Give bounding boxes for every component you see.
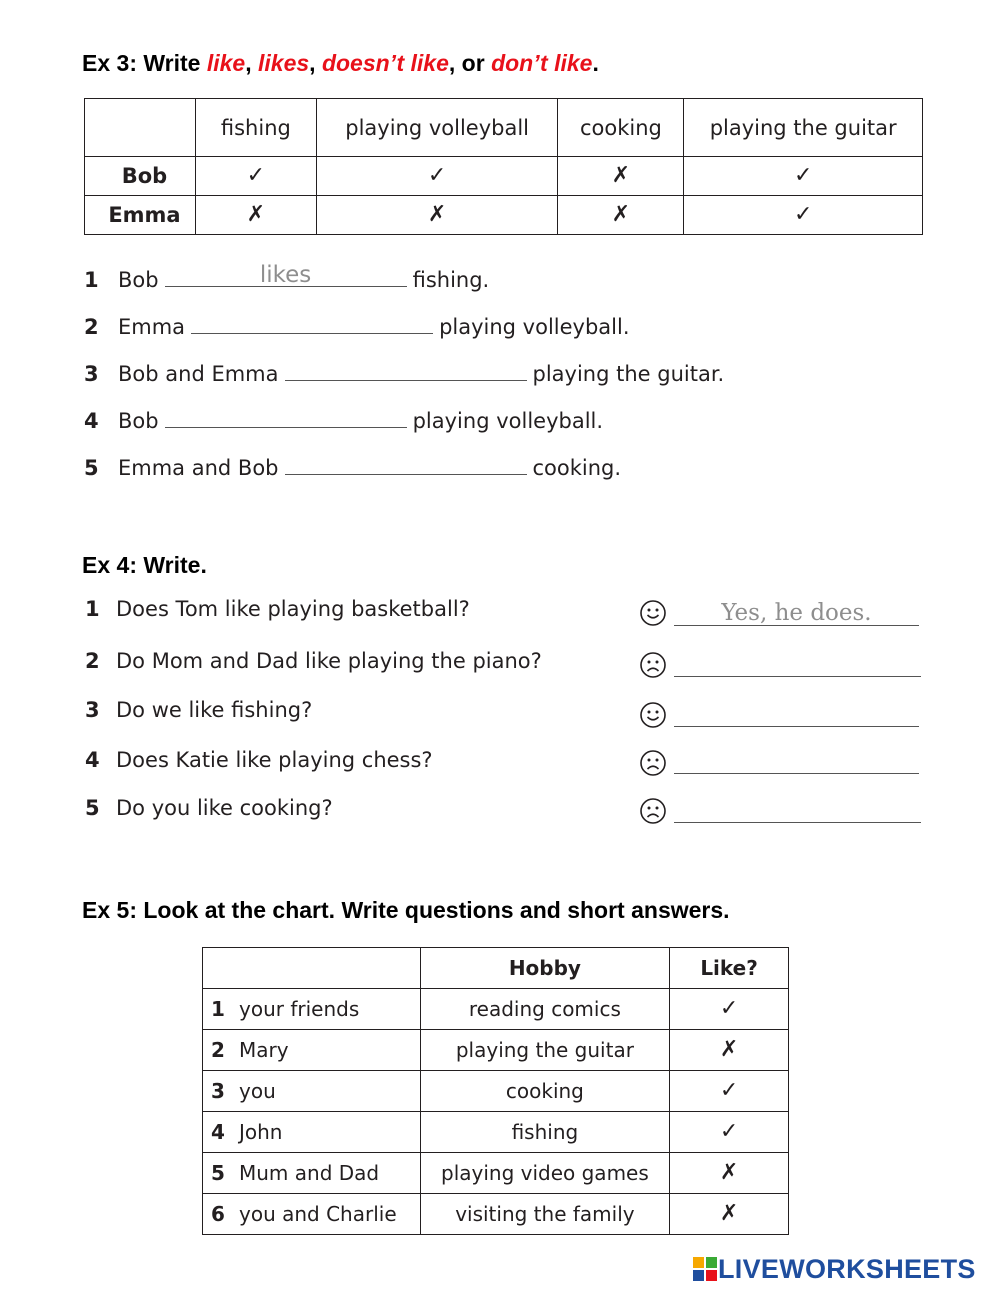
ex3-item [84, 263, 489, 292]
like-cell: ✓ [670, 1112, 789, 1153]
mark-cell: ✗ [558, 196, 684, 235]
table-row [203, 989, 789, 1030]
answer-blank[interactable] [285, 451, 527, 475]
item-subject: Emma and Bob [118, 456, 279, 480]
person-name: Mary [239, 1038, 289, 1062]
item-subject: Bob [118, 409, 159, 433]
row-number: 5 [211, 1161, 225, 1185]
word-likes: likes [258, 50, 310, 76]
sad-face-icon [639, 651, 667, 679]
hobby-cell: playing the guitar [420, 1030, 670, 1071]
column-header: playing the guitar [684, 99, 923, 157]
person-cell [203, 1030, 421, 1071]
table-row [203, 1153, 789, 1194]
ex3-item [84, 357, 724, 386]
person-cell [203, 989, 421, 1030]
like-cell: ✓ [670, 1071, 789, 1112]
like-cell: ✗ [670, 1194, 789, 1235]
table-row [203, 1030, 789, 1071]
period: . [592, 50, 599, 76]
item-number: 2 [85, 649, 100, 673]
answer-text: likes [259, 262, 312, 288]
item-object: playing the guitar. [532, 362, 725, 386]
answer-line[interactable] [674, 746, 919, 774]
item-number: 5 [85, 796, 100, 820]
item-object: playing volleyball. [439, 315, 630, 339]
ex4-question [85, 597, 470, 621]
logo-text: LIVEWORKSHEETS [718, 1253, 976, 1284]
answer-line[interactable] [674, 699, 919, 727]
mark-cell: ✗ [558, 157, 684, 196]
table-row [203, 1071, 789, 1112]
person-name: your friends [239, 997, 360, 1021]
item-number: 2 [84, 315, 99, 339]
row-name: Emma [85, 196, 196, 235]
question-text: Do you like cooking? [116, 796, 333, 820]
mark-cell: ✓ [684, 196, 923, 235]
item-subject: Emma [118, 315, 186, 339]
hobby-cell: visiting the family [420, 1194, 670, 1235]
ex3-heading [82, 50, 599, 77]
ex4-question [85, 796, 333, 820]
logo-blocks-icon [693, 1257, 717, 1281]
ex4-question [85, 649, 542, 673]
row-number: 4 [211, 1120, 225, 1144]
ex5-table-header [203, 948, 789, 989]
item-number: 1 [85, 597, 100, 621]
item-number: 1 [84, 268, 99, 292]
person-name: John [239, 1120, 283, 1144]
sad-face-icon [639, 749, 667, 777]
person-cell [203, 1194, 421, 1235]
item-subject: Bob and Emma [118, 362, 279, 386]
item-object: playing volleyball. [412, 409, 604, 433]
mark-cell: ✗ [195, 196, 316, 235]
like-cell: ✗ [670, 1030, 789, 1071]
ex3-item [84, 451, 621, 480]
answer-blank[interactable] [165, 263, 407, 287]
person-cell [203, 1153, 421, 1194]
ex4-heading: Ex 4: Write. [82, 552, 207, 578]
comma-or: , or [448, 50, 492, 76]
ex5-heading: Ex 5: Look at the chart. Write questions and short answers. [82, 897, 730, 923]
person-cell [203, 1071, 421, 1112]
happy-face-icon [639, 701, 667, 729]
ex3-item [84, 310, 630, 339]
row-number: 2 [211, 1038, 225, 1062]
hobby-cell: fishing [420, 1112, 670, 1153]
ex4-question [85, 748, 433, 772]
item-subject: Bob [118, 268, 159, 292]
row-name: Bob [85, 157, 196, 196]
mark-cell: ✗ [316, 196, 558, 235]
table-row [85, 157, 923, 196]
question-text: Does Katie like playing chess? [116, 748, 433, 772]
column-header: fishing [195, 99, 316, 157]
row-number: 3 [211, 1079, 225, 1103]
answer-blank[interactable] [285, 357, 527, 381]
item-number: 3 [84, 362, 99, 386]
item-number: 4 [84, 409, 99, 433]
word-doesnt-like: doesn’t like [321, 50, 449, 76]
answer-line[interactable] [674, 598, 919, 626]
ex5-table [202, 947, 789, 1235]
ex3-table-header [85, 99, 923, 157]
word-like: like [206, 50, 246, 76]
happy-face-icon [639, 599, 667, 627]
person-cell [203, 1112, 421, 1153]
table-corner [203, 948, 421, 989]
ex4-question [85, 698, 312, 722]
column-header: cooking [558, 99, 684, 157]
item-object: cooking. [532, 456, 622, 480]
liveworksheets-logo [693, 1254, 976, 1284]
like-cell: ✓ [670, 989, 789, 1030]
ex3-table [84, 98, 923, 235]
row-number: 6 [211, 1202, 225, 1226]
table-row [85, 196, 923, 235]
ex3-heading-prefix: Ex 3: Write [82, 50, 207, 76]
column-header-like: Like? [670, 948, 789, 989]
comma: , [245, 50, 258, 76]
person-name: Mum and Dad [239, 1161, 380, 1185]
table-corner [85, 99, 196, 157]
mark-cell: ✓ [316, 157, 558, 196]
question-text: Do we like fishing? [116, 698, 313, 722]
ex3-item [84, 404, 603, 433]
word-dont-like: don’t like [491, 50, 593, 76]
table-row [203, 1112, 789, 1153]
answer-line[interactable] [674, 795, 921, 823]
table-row [203, 1194, 789, 1235]
item-object: fishing. [412, 268, 490, 292]
comma: , [309, 50, 322, 76]
column-header-hobby: Hobby [420, 948, 670, 989]
row-number: 1 [211, 997, 225, 1021]
person-name: you [239, 1079, 276, 1103]
mark-cell: ✓ [684, 157, 923, 196]
item-number: 3 [85, 698, 100, 722]
column-header: playing volleyball [316, 99, 558, 157]
answer-line[interactable] [674, 649, 921, 677]
answer-blank[interactable] [191, 310, 433, 334]
hobby-cell: reading comics [420, 989, 670, 1030]
answer-text: Yes, he does. [721, 600, 872, 626]
answer-blank[interactable] [165, 404, 407, 428]
hobby-cell: cooking [420, 1071, 670, 1112]
hobby-cell: playing video games [420, 1153, 670, 1194]
mark-cell: ✓ [195, 157, 316, 196]
item-number: 4 [85, 748, 100, 772]
question-text: Does Tom like playing basketball? [116, 597, 470, 621]
person-name: you and Charlie [239, 1202, 397, 1226]
sad-face-icon [639, 797, 667, 825]
item-number: 5 [84, 456, 99, 480]
question-text: Do Mom and Dad like playing the piano? [116, 649, 542, 673]
like-cell: ✗ [670, 1153, 789, 1194]
